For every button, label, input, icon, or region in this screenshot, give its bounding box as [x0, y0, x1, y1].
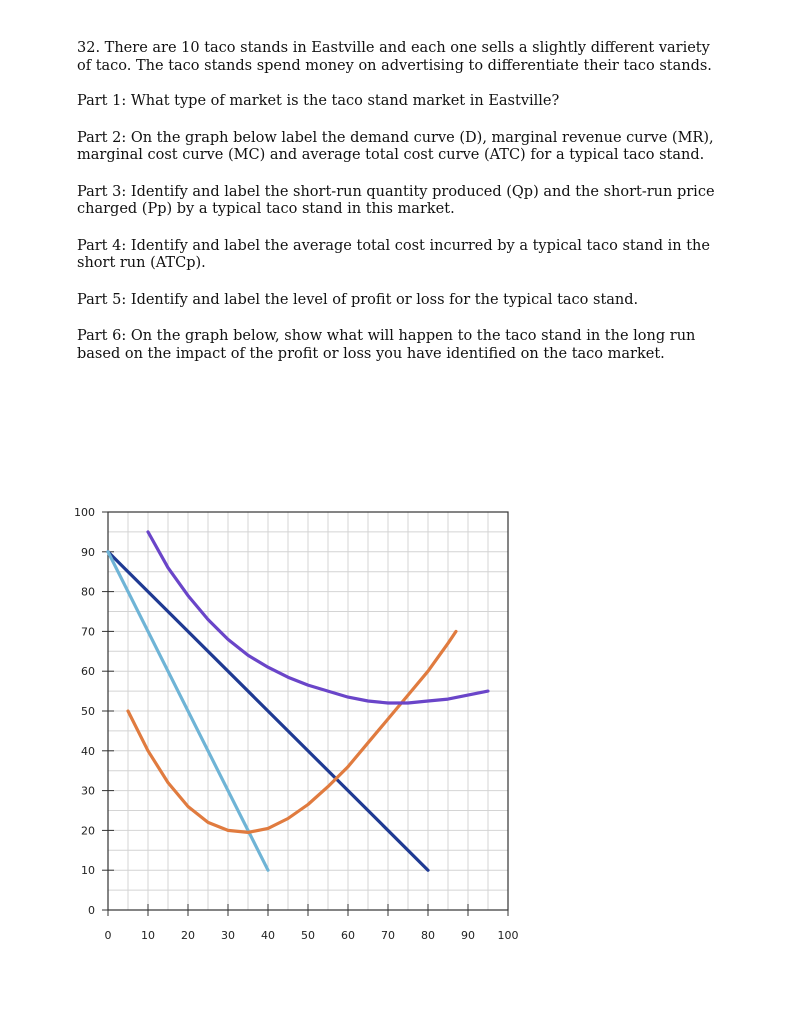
y-tick-label: 50: [81, 705, 95, 718]
part-4: Part 4: Identify and label the average total cost incurred by a typical taco stand in the short run (ATCp).: [77, 237, 710, 271]
series-line-4: [148, 532, 488, 703]
part-3: Part 3: Identify and label the short-run quantity produced (Qp) and the short-run price charged (Pp) by a typical taco stand in this market.: [77, 183, 715, 217]
y-tick-label: 40: [81, 744, 95, 758]
y-tick-label: 30: [81, 784, 95, 798]
part-2: Part 2: On the graph below label the demand curve (D), marginal revenue curve (MR), marginal cost curve (MC) and average total cost curve (ATC) for a typical taco stand.: [77, 129, 714, 163]
y-tick-label: 0: [88, 904, 95, 917]
x-tick-label: 50: [301, 929, 315, 942]
worksheet: [77, 40, 717, 382]
cost-revenue-chart: [60, 498, 530, 958]
part-1: Part 1: What type of market is the taco stand market in Eastville?: [77, 93, 560, 109]
x-tick-label: 100: [497, 929, 519, 942]
part-5: Part 5: Identify and label the level of profit or loss for the typical taco stand.: [77, 291, 639, 308]
y-tick-label: 80: [81, 585, 95, 599]
y-tick-label: 70: [81, 625, 95, 639]
x-tick-label: 90: [461, 929, 475, 942]
chart-svg: [60, 498, 530, 958]
x-tick-label: 30: [221, 929, 235, 942]
y-tick-label: 60: [81, 665, 95, 679]
x-tick-label: 80: [421, 929, 435, 942]
x-tick-label: 20: [181, 929, 195, 942]
x-tick-label: 0: [104, 929, 112, 942]
x-tick-label: 70: [381, 929, 395, 942]
series-line-3: [128, 631, 456, 832]
x-tick-label: 60: [341, 929, 355, 942]
y-tick-label: 10: [81, 864, 95, 878]
y-tick-label: 100: [74, 506, 95, 519]
x-tick-label: 10: [141, 929, 155, 942]
y-tick-label: 90: [81, 545, 95, 559]
question-text: 32. There are 10 taco stands in Eastville and each one sells a slightly different variety of taco. The taco stands spend money on advertising to differentiate their taco stands.: [77, 40, 712, 74]
x-tick-label: 40: [261, 929, 275, 942]
part-6: Part 6: On the graph below, show what will happen to the taco stand in the long run based on the impact of the profit or loss you have identified on the taco market.: [77, 328, 696, 362]
y-tick-label: 20: [81, 824, 95, 838]
